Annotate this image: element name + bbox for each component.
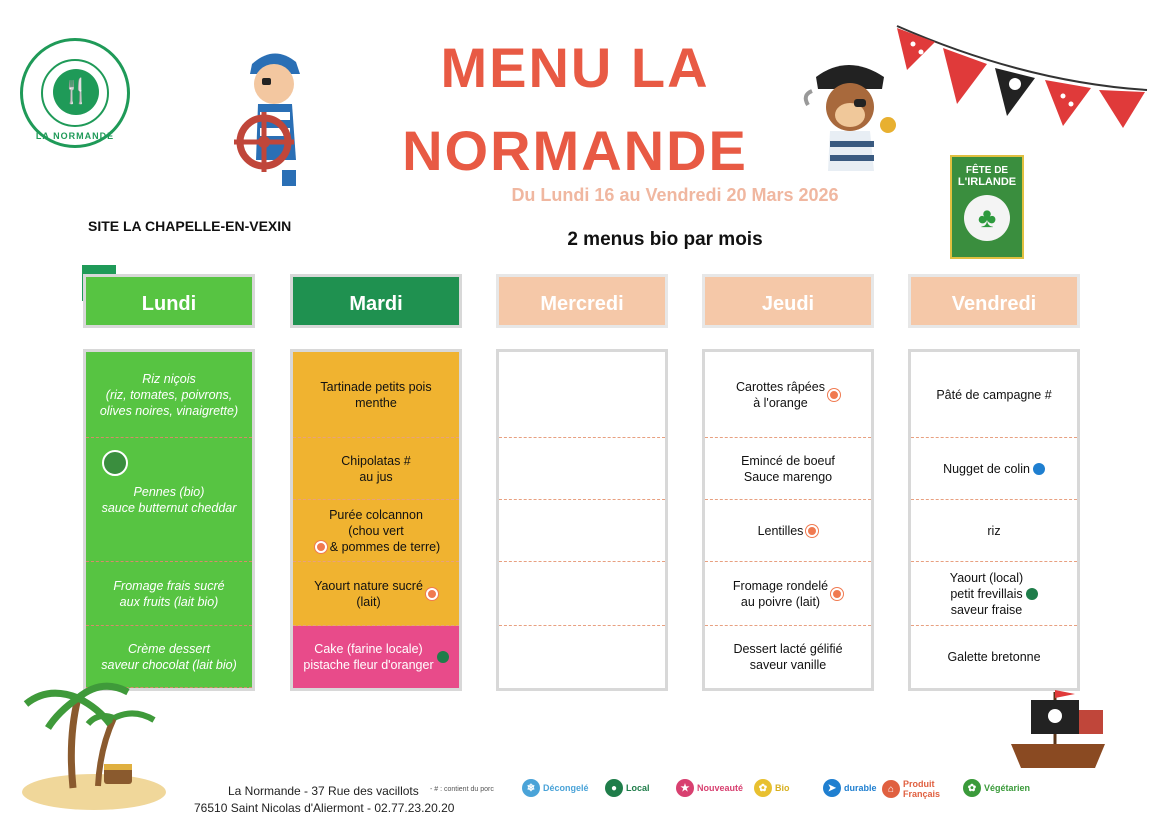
menu-column-vendredi xyxy=(908,349,1080,691)
dish-laitage xyxy=(911,562,1077,626)
dish-entree: Pâté de campagne # xyxy=(911,352,1077,438)
day-header-mardi: Mardi xyxy=(290,274,462,328)
legend-label: durable xyxy=(844,783,877,793)
footer-address-line-1: La Normande - 37 Rue des vacillots xyxy=(228,784,419,798)
peche-durable-icon xyxy=(1033,463,1045,475)
day-header-vendredi: Vendredi xyxy=(908,274,1080,328)
dish-plat: Pennes (bio) sauce butternut cheddar xyxy=(86,438,252,562)
pirate-bunting-decoration xyxy=(895,22,1150,132)
day-header-mercredi: Mercredi xyxy=(496,274,668,328)
dish-dessert-text: Cake (farine locale) pistache fleur d'oranger xyxy=(303,642,434,672)
dish-dessert: Crème dessert saveur chocolat (lait bio) xyxy=(86,626,252,688)
snowflake-icon: ❄ xyxy=(522,779,540,797)
week-dates: Du Lundi 16 au Vendredi 20 Mars 2026 xyxy=(511,185,839,205)
legend-label: Bio xyxy=(775,783,790,793)
dish-accompagnement: riz xyxy=(911,500,1077,562)
nouveaute-icon xyxy=(806,525,818,537)
nouveaute-icon xyxy=(315,541,327,553)
empty-slot xyxy=(499,500,665,562)
fish-icon: ➤ xyxy=(823,779,841,797)
dish-laitage-text: Yaourt (local) petit frevillais saveur fraise xyxy=(949,570,1024,617)
legend-produit-francais xyxy=(882,779,953,799)
pirate-ship-illustration xyxy=(1005,688,1110,776)
title-line-1: MENU LA xyxy=(440,36,710,99)
bio-note: 2 menus bio par mois xyxy=(567,229,763,250)
dish-entree-text: Carottes râpées à l'orange xyxy=(736,379,825,410)
title-line-2: NORMANDE xyxy=(402,119,748,182)
dish-plat xyxy=(911,438,1077,500)
dish-dessert: Dessert lacté gélifié saveur vanille xyxy=(733,642,843,672)
dish-dessert xyxy=(293,626,459,688)
nouveaute-icon xyxy=(828,389,840,401)
local-icon: ● xyxy=(605,779,623,797)
house-icon: ⌂ xyxy=(882,780,900,798)
dish-fromage xyxy=(705,562,871,626)
legend-decongele xyxy=(522,779,589,797)
vegetarian-icon xyxy=(102,450,128,476)
local-icon xyxy=(437,651,449,663)
legend-label: Local xyxy=(626,783,650,793)
dish-accompagnement xyxy=(705,500,871,562)
poster-line-1: FÊTE DE xyxy=(965,165,1009,176)
porc-note: - # : contient du porc xyxy=(430,786,494,793)
dish-fromage-text: Fromage rondelé au poivre (lait) xyxy=(732,578,829,609)
site-name: SITE LA CHAPELLE-EN-VEXIN xyxy=(88,218,292,234)
menu-column-lundi xyxy=(83,349,255,691)
legend-vegetarien xyxy=(963,779,1030,797)
legend-peche-durable xyxy=(823,779,877,797)
la-normande-logo xyxy=(20,38,130,148)
vegetarian-icon: ✿ xyxy=(963,779,981,797)
dish-plat-text: Nugget de colin xyxy=(943,461,1030,476)
local-icon xyxy=(1026,588,1038,600)
legend-label: Nouveauté xyxy=(697,783,744,793)
legend-nouveaute xyxy=(676,779,743,797)
fork-plate-icon: 🍴 xyxy=(53,69,99,115)
day-header-jeudi: Jeudi xyxy=(702,274,874,328)
dish-accompagnement-line2: & pommes de terre) xyxy=(329,539,441,554)
logo-text: LA NORMANDE xyxy=(35,131,115,141)
day-header-lundi: Lundi xyxy=(83,274,255,328)
dish-accompagnement xyxy=(293,500,459,562)
dish-plat: Chipolatas # au jus xyxy=(293,438,459,500)
shamrock-icon: ♣ xyxy=(964,195,1010,241)
legend-label: Produit Français xyxy=(903,779,941,799)
legend-local xyxy=(605,779,650,797)
dish-laitage xyxy=(293,562,459,626)
footer-address-line-2: 76510 Saint Nicolas d'Aliermont - 02.77.23.20.20 xyxy=(194,801,455,815)
dish-accompagnement-line1: Purée colcannon (chou vert xyxy=(329,507,423,538)
nouveaute-icon xyxy=(426,588,438,600)
dish-accompagnement-text: Lentilles xyxy=(757,523,804,538)
dish-entree: Tartinade petits pois menthe xyxy=(293,352,459,438)
menu-column-mercredi xyxy=(496,349,668,691)
empty-slot xyxy=(499,562,665,626)
dish-entree xyxy=(705,352,871,438)
nouveaute-icon xyxy=(831,588,843,600)
legend-label: Décongelé xyxy=(543,783,589,793)
treasure-island-illustration xyxy=(18,668,168,813)
empty-slot xyxy=(499,352,665,438)
legend-label: Végétarien xyxy=(984,783,1031,793)
fete-irlande-poster xyxy=(950,155,1024,259)
dish-fromage: Fromage frais sucré aux fruits (lait bio) xyxy=(86,562,252,626)
dish-plat: Emincé de boeuf Sauce marengo xyxy=(705,438,871,500)
bio-leaf-icon: ✿ xyxy=(754,779,772,797)
empty-slot xyxy=(499,626,665,688)
star-icon: ★ xyxy=(676,779,694,797)
poster-line-2: L'IRLANDE xyxy=(957,176,1017,188)
pirate-monkey-illustration xyxy=(800,55,898,185)
empty-slot xyxy=(499,438,665,500)
dish-dessert: Galette bretonne xyxy=(947,650,1041,664)
menu-column-mardi xyxy=(290,349,462,691)
menu-column-jeudi xyxy=(702,349,874,691)
pirate-kid-illustration xyxy=(222,42,327,190)
dish-entree: Riz niçois (riz, tomates, poivrons, olives noires, vinaigrette) xyxy=(86,352,252,438)
legend-bio xyxy=(754,779,790,797)
dish-laitage-text: Yaourt nature sucré (lait) xyxy=(314,578,423,609)
